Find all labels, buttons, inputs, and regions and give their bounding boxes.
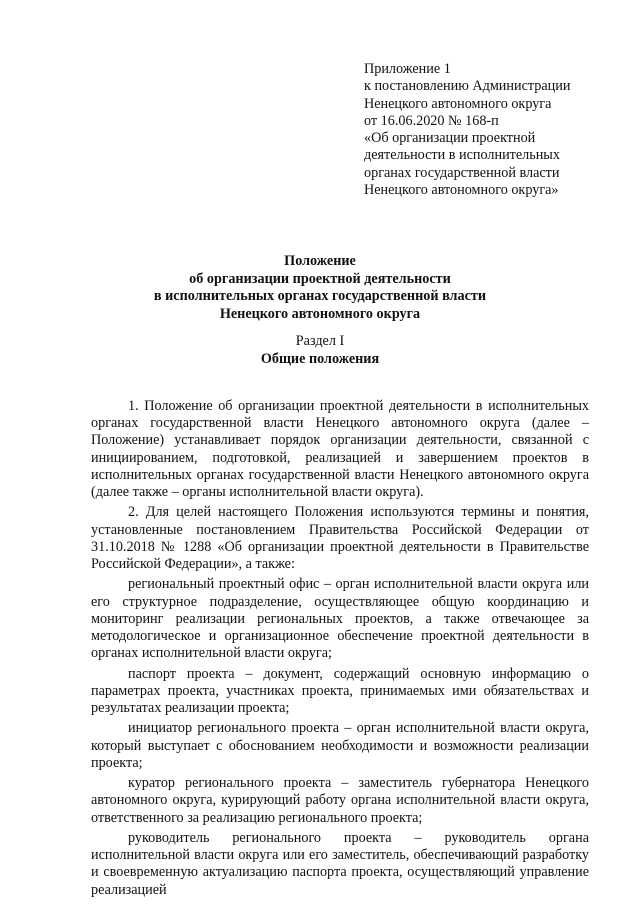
section-heading xyxy=(0,333,640,368)
paragraph: паспорт проекта – документ, содержащий основную информацию о параметрах проекта, участниках проекта, принимаемых ими обязательствах и результатах реализации проекта; xyxy=(91,665,589,717)
title-line: в исполнительных органах государственной власти xyxy=(153,288,487,305)
paragraph: куратор регионального проекта – заместитель губернатора Ненецкого автономного округа, курирующий работу органа исполнительной власти округа, ответственного за реализацию регионального проекта; xyxy=(91,775,589,826)
paragraph: руководитель регионального проекта – руководитель органа исполнительной власти округа или его заместитель, обеспечивающий разработку и своевременную актуализацию паспорта проекта, осуществляющий управление реализацией xyxy=(91,830,589,898)
paragraph: 1. Положение об организации проектной деятельности в исполнительных органах государственной власти Ненецкого автономного округа (далее – Положение) устанавливает порядок организации деятельности, связанной с инициированием, подготовкой, реализацией и завершением проектов в исполнительных органах государственной власти Ненецкого автономного округа (далее также – органы исполнительной власти округа). xyxy=(91,398,589,501)
annex-header xyxy=(364,61,624,199)
annex-line: к постановлению Администрации xyxy=(364,78,571,95)
title-line: Положение xyxy=(284,253,356,269)
annex-line: деятельности в исполнительных xyxy=(364,147,560,164)
title-line: Ненецкого автономного округа xyxy=(219,305,421,322)
title-line: об организации проектной деятельности xyxy=(189,270,451,287)
annex-line: «Об организации проектной xyxy=(364,130,536,147)
section-number: Раздел I xyxy=(295,333,345,349)
annex-line: органах государственной власти xyxy=(364,164,560,181)
body-text xyxy=(91,398,589,902)
annex-line: от 16.06.2020 № 168-п xyxy=(364,112,499,129)
paragraph: инициатор регионального проекта – орган исполнительной власти округа, который выступает с обоснованием необходимости и возможности реализации проекта; xyxy=(91,720,589,771)
paragraph: 2. Для целей настоящего Положения используются термины и понятия, установленные постановлением Правительства Российской Федерации от 31.10.2018 № 1288 «Об организации проектной деятельности в Правительстве Российской Федерации», а также: xyxy=(91,504,589,573)
paragraph: региональный проектный офис – орган исполнительной власти округа или его структурное подразделение, осуществляющее общую координацию и мониторинг реализации региональных проектов, а также отвечающее за методологическое и организационное обеспечение проектной деятельности в органах исполнительной власти округа; xyxy=(91,576,589,662)
annex-line: Ненецкого автономного округа xyxy=(364,95,552,112)
annex-line: Приложение 1 xyxy=(364,61,451,77)
annex-line: Ненецкого автономного округа» xyxy=(364,182,559,199)
document-title xyxy=(0,253,640,323)
section-name: Общие положения xyxy=(260,350,380,367)
